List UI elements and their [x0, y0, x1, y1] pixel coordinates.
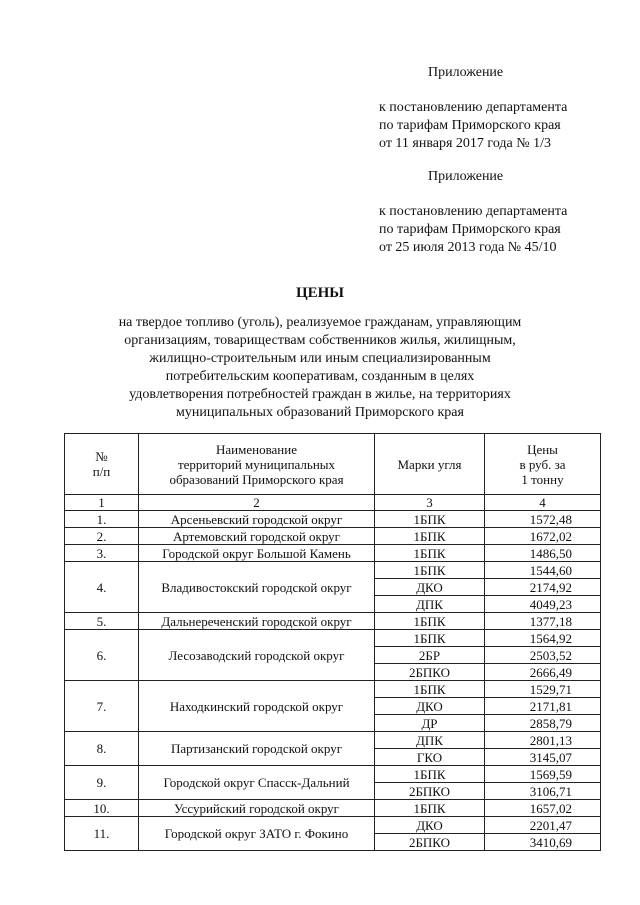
row-number: 8. — [65, 732, 139, 766]
coal-brand: 1БПК — [375, 630, 485, 647]
header-num-line: № — [95, 449, 108, 464]
header-name-line: образований Приморского края — [169, 471, 344, 487]
appendix-1-line: от 11 января 2017 года № 1/3 — [379, 136, 551, 151]
coal-brand: 1БПК — [375, 545, 485, 562]
row-number: 10. — [65, 800, 139, 817]
price-per-ton: 1564,92 — [485, 630, 601, 647]
table-row — [65, 511, 601, 528]
table-row — [65, 766, 601, 783]
coal-brand: ДПК — [375, 732, 485, 749]
coal-brand: 1БПК — [375, 800, 485, 817]
price-per-ton: 3410,69 — [485, 834, 601, 851]
header-brand-line: Марки угля — [397, 456, 462, 472]
municipality-name: Партизанский городской округ — [139, 732, 375, 766]
price-per-ton: 3106,71 — [485, 783, 601, 800]
municipality-name: Уссурийский городской округ — [139, 800, 375, 817]
municipality-name: Лесозаводский городской округ — [139, 630, 375, 681]
price-per-ton: 1672,02 — [485, 528, 601, 545]
coal-brand: ГКО — [375, 749, 485, 766]
table-row — [65, 732, 601, 749]
municipality-name: Городской округ Спасск-Дальний — [139, 766, 375, 800]
table-row — [65, 528, 601, 545]
row-number: 7. — [65, 681, 139, 732]
document-title: ЦЕНЫ — [295, 285, 345, 301]
price-per-ton: 1544,60 — [485, 562, 601, 579]
table-row — [65, 613, 601, 630]
row-number: 11. — [65, 817, 139, 851]
appendix-1-line: к постановлению департамента — [379, 100, 568, 115]
coal-prices-table — [64, 433, 601, 851]
header-price-line: Цены — [527, 441, 558, 457]
table-header-row — [65, 434, 601, 495]
subtitle-line: муниципальных образований Приморского края — [176, 405, 464, 420]
subtitle-line: удовлетворения потребностей граждан в жилье, на территориях — [129, 387, 511, 402]
table-body — [65, 511, 601, 851]
appendix-2-line: от 25 июля 2013 года № 45/10 — [379, 240, 557, 255]
column-number: 4 — [485, 495, 601, 511]
header-num — [65, 434, 139, 495]
column-number: 1 — [65, 495, 139, 511]
price-per-ton: 1486,50 — [485, 545, 601, 562]
price-per-ton: 2174,92 — [485, 579, 601, 596]
header-price-line: 1 тонну — [521, 471, 564, 487]
price-per-ton: 4049,23 — [485, 596, 601, 613]
coal-brand: 1БПК — [375, 562, 485, 579]
municipality-name: Находкинский городской округ — [139, 681, 375, 732]
coal-brand: ДКО — [375, 698, 485, 715]
subtitle-line: потребительским кооперативам, созданным в целях — [165, 369, 475, 384]
price-per-ton: 2171,81 — [485, 698, 601, 715]
appendix-2-reference — [379, 203, 567, 257]
municipality-name: Артемовский городской округ — [139, 528, 375, 545]
municipality-name: Арсеньевский городской округ — [139, 511, 375, 528]
row-number: 3. — [65, 545, 139, 562]
price-per-ton: 2503,52 — [485, 647, 601, 664]
subtitle-line: жилищно-строительным или иным специализированным — [149, 351, 491, 366]
header-brand — [375, 434, 485, 495]
price-per-ton: 2201,47 — [485, 817, 601, 834]
header-name — [139, 434, 375, 495]
price-per-ton: 1529,71 — [485, 681, 601, 698]
table-row — [65, 681, 601, 698]
subtitle-line: на твердое топливо (уголь), реализуемое гражданам, управляющим — [118, 315, 522, 330]
appendix-1-title: Приложение — [428, 65, 504, 80]
coal-brand: ДКО — [375, 817, 485, 834]
price-per-ton: 1657,02 — [485, 800, 601, 817]
price-per-ton: 2666,49 — [485, 664, 601, 681]
price-per-ton: 2801,13 — [485, 732, 601, 749]
table-row — [65, 817, 601, 834]
appendix-2-title: Приложение — [428, 169, 504, 184]
coal-brand: 2БПКО — [375, 834, 485, 851]
header-name-line: территорий муниципальных — [177, 456, 336, 472]
municipality-name: Городской округ ЗАТО г. Фокино — [139, 817, 375, 851]
price-per-ton: 2858,79 — [485, 715, 601, 732]
row-number: 1. — [65, 511, 139, 528]
column-number: 2 — [139, 495, 375, 511]
coal-brand: 2БПКО — [375, 664, 485, 681]
column-number: 3 — [375, 495, 485, 511]
coal-brand: 1БПК — [375, 766, 485, 783]
row-number: 6. — [65, 630, 139, 681]
coal-brand: ДКО — [375, 579, 485, 596]
table-row — [65, 545, 601, 562]
column-number-row — [65, 495, 601, 511]
price-per-ton: 3145,07 — [485, 749, 601, 766]
row-number: 5. — [65, 613, 139, 630]
price-per-ton: 1377,18 — [485, 613, 601, 630]
header-price-line: в руб. за — [519, 456, 566, 472]
municipality-name: Дальнереченский городской округ — [139, 613, 375, 630]
table-row — [65, 562, 601, 579]
row-number: 2. — [65, 528, 139, 545]
price-per-ton: 1572,48 — [485, 511, 601, 528]
appendix-2-line: по тарифам Приморского края — [379, 222, 561, 237]
header-name-line: Наименование — [216, 441, 297, 457]
appendix-1-line: по тарифам Приморского края — [379, 118, 561, 133]
coal-brand: 2БПКО — [375, 783, 485, 800]
appendix-2-line: к постановлению департамента — [379, 204, 568, 219]
coal-brand: 1БПК — [375, 528, 485, 545]
table-row — [65, 800, 601, 817]
appendix-1-reference — [379, 99, 567, 153]
coal-brand: 1БПК — [375, 681, 485, 698]
municipality-name: Городской округ Большой Камень — [139, 545, 375, 562]
table-row — [65, 630, 601, 647]
row-number: 9. — [65, 766, 139, 800]
coal-brand: 2БР — [375, 647, 485, 664]
coal-brand: ДПК — [375, 596, 485, 613]
document-subtitle — [80, 314, 560, 422]
coal-brand: ДР — [375, 715, 485, 732]
header-num-line: п/п — [92, 464, 111, 479]
row-number: 4. — [65, 562, 139, 613]
subtitle-line: организациям, товариществам собственников жилья, жилищным, — [124, 333, 516, 348]
price-per-ton: 1569,59 — [485, 766, 601, 783]
coal-brand: 1БПК — [375, 511, 485, 528]
header-price — [485, 434, 601, 495]
municipality-name: Владивостокский городской округ — [139, 562, 375, 613]
coal-brand: 1БПК — [375, 613, 485, 630]
